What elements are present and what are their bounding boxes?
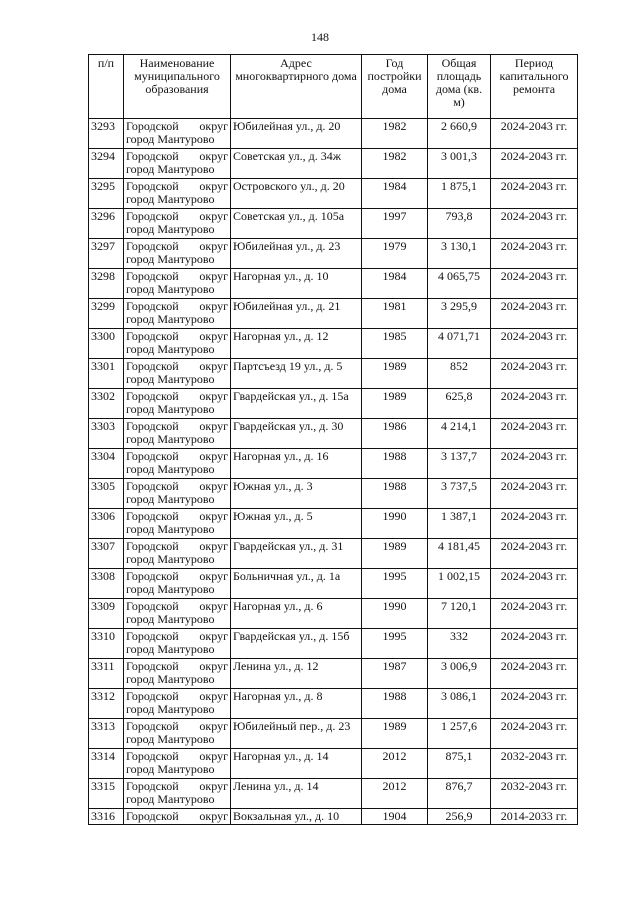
municipality-name: город Мантурово — [126, 492, 215, 506]
municipality-name: город Мантурово — [126, 582, 215, 596]
row-address: Южная ул., д. 3 — [231, 479, 362, 509]
row-year: 1984 — [362, 179, 428, 209]
row-area: 4 065,75 — [428, 269, 491, 299]
row-period: 2024-2043 гг. — [491, 479, 578, 509]
municipality-kind: округ — [199, 509, 228, 523]
municipality-kind: округ — [199, 629, 228, 643]
row-municipality — [124, 449, 231, 479]
table-row — [89, 809, 578, 825]
municipality-name: город Мантурово — [126, 132, 215, 146]
row-address: Вокзальная ул., д. 10 — [231, 809, 362, 825]
row-period: 2024-2043 гг. — [491, 569, 578, 599]
table-row — [89, 629, 578, 659]
municipality-type: Городской — [126, 329, 179, 343]
row-address: Гвардейская ул., д. 15б — [231, 629, 362, 659]
row-number: 3303 — [89, 419, 124, 449]
row-period: 2024-2043 гг. — [491, 329, 578, 359]
municipality-type: Городской — [126, 479, 179, 493]
municipality-name: город Мантурово — [126, 552, 215, 566]
row-number: 3307 — [89, 539, 124, 569]
table-row — [89, 269, 578, 299]
row-year: 1986 — [362, 419, 428, 449]
row-period: 2024-2043 гг. — [491, 359, 578, 389]
row-year: 1988 — [362, 479, 428, 509]
municipality-name: город Мантурово — [126, 522, 215, 536]
row-year: 1995 — [362, 629, 428, 659]
municipality-name: город Мантурово — [126, 342, 215, 356]
row-address: Юбилейная ул., д. 20 — [231, 119, 362, 149]
row-year: 1981 — [362, 299, 428, 329]
row-area: 625,8 — [428, 389, 491, 419]
row-municipality — [124, 179, 231, 209]
municipality-type: Городской — [126, 119, 179, 133]
table-row — [89, 209, 578, 239]
row-period: 2014-2033 гг. — [491, 809, 578, 825]
municipality-kind: округ — [199, 719, 228, 733]
row-area: 7 120,1 — [428, 599, 491, 629]
row-number: 3315 — [89, 779, 124, 809]
row-year: 1990 — [362, 599, 428, 629]
municipality-name: город Мантурово — [126, 282, 215, 296]
row-year: 1988 — [362, 689, 428, 719]
row-year: 1989 — [362, 389, 428, 419]
row-area: 852 — [428, 359, 491, 389]
row-number: 3316 — [89, 809, 124, 825]
row-address: Островского ул., д. 20 — [231, 179, 362, 209]
row-area: 2 660,9 — [428, 119, 491, 149]
row-address: Ленина ул., д. 12 — [231, 659, 362, 689]
row-period: 2024-2043 гг. — [491, 689, 578, 719]
row-address: Советская ул., д. 105а — [231, 209, 362, 239]
table-row — [89, 539, 578, 569]
row-address: Нагорная ул., д. 16 — [231, 449, 362, 479]
row-period: 2024-2043 гг. — [491, 449, 578, 479]
row-period: 2032-2043 гг. — [491, 779, 578, 809]
municipality-name: город Мантурово — [126, 372, 215, 386]
municipality-kind: округ — [199, 149, 228, 163]
header-municipality: Наименование муниципального образования — [124, 55, 231, 119]
municipality-type: Городской — [126, 719, 179, 733]
municipality-name: город Мантурово — [126, 732, 215, 746]
row-period: 2024-2043 гг. — [491, 599, 578, 629]
municipality-type: Городской — [126, 749, 179, 763]
municipality-kind: округ — [199, 359, 228, 373]
row-year: 1989 — [362, 719, 428, 749]
row-area: 3 001,3 — [428, 149, 491, 179]
row-number: 3299 — [89, 299, 124, 329]
table-row — [89, 509, 578, 539]
row-year: 1982 — [362, 119, 428, 149]
municipality-kind: округ — [199, 779, 228, 793]
row-area: 3 086,1 — [428, 689, 491, 719]
municipality-kind: округ — [199, 119, 228, 133]
row-area: 256,9 — [428, 809, 491, 825]
row-municipality — [124, 509, 231, 539]
row-number: 3304 — [89, 449, 124, 479]
row-year: 1989 — [362, 359, 428, 389]
municipality-kind: округ — [199, 419, 228, 433]
table-row — [89, 599, 578, 629]
row-municipality — [124, 359, 231, 389]
row-area: 1 875,1 — [428, 179, 491, 209]
row-period: 2024-2043 гг. — [491, 179, 578, 209]
row-number: 3294 — [89, 149, 124, 179]
row-year: 1984 — [362, 269, 428, 299]
row-year: 2012 — [362, 749, 428, 779]
municipality-type: Городской — [126, 149, 179, 163]
municipality-kind: округ — [199, 299, 228, 313]
row-number: 3298 — [89, 269, 124, 299]
table-row — [89, 119, 578, 149]
table-row — [89, 299, 578, 329]
municipality-name: город Мантурово — [126, 462, 215, 476]
header-row — [89, 55, 578, 119]
row-municipality — [124, 329, 231, 359]
row-municipality — [124, 209, 231, 239]
municipality-kind: округ — [199, 749, 228, 763]
table-row — [89, 359, 578, 389]
row-number: 3295 — [89, 179, 124, 209]
row-municipality — [124, 719, 231, 749]
row-year: 1904 — [362, 809, 428, 825]
municipality-name: город Мантурово — [126, 312, 215, 326]
row-period: 2024-2043 гг. — [491, 539, 578, 569]
table-row — [89, 779, 578, 809]
row-address: Нагорная ул., д. 12 — [231, 329, 362, 359]
row-address: Нагорная ул., д. 8 — [231, 689, 362, 719]
municipality-kind: округ — [199, 479, 228, 493]
row-area: 1 002,15 — [428, 569, 491, 599]
row-municipality — [124, 239, 231, 269]
row-period: 2032-2043 гг. — [491, 749, 578, 779]
row-period: 2024-2043 гг. — [491, 209, 578, 239]
municipality-kind: округ — [199, 329, 228, 343]
municipality-kind: округ — [199, 239, 228, 253]
row-period: 2024-2043 гг. — [491, 389, 578, 419]
row-municipality — [124, 659, 231, 689]
row-area: 3 006,9 — [428, 659, 491, 689]
municipality-type: Городской — [126, 449, 179, 463]
row-municipality — [124, 599, 231, 629]
municipality-kind: округ — [199, 569, 228, 583]
row-number: 3306 — [89, 509, 124, 539]
table-row — [89, 419, 578, 449]
row-municipality — [124, 779, 231, 809]
municipality-type: Городской — [126, 689, 179, 703]
municipality-type: Городской — [126, 569, 179, 583]
row-area: 3 130,1 — [428, 239, 491, 269]
municipality-type: Городской — [126, 239, 179, 253]
row-year: 1982 — [362, 149, 428, 179]
municipality-kind: округ — [199, 269, 228, 283]
municipality-type: Городской — [126, 599, 179, 613]
row-municipality — [124, 749, 231, 779]
row-period: 2024-2043 гг. — [491, 149, 578, 179]
row-number: 3309 — [89, 599, 124, 629]
table-row — [89, 719, 578, 749]
row-number: 3310 — [89, 629, 124, 659]
header-address: Адрес многоквартирного дома — [231, 55, 362, 119]
municipality-name: город Мантурово — [126, 192, 215, 206]
municipality-kind: округ — [199, 389, 228, 403]
row-period: 2024-2043 гг. — [491, 629, 578, 659]
table-row — [89, 389, 578, 419]
row-number: 3305 — [89, 479, 124, 509]
row-period: 2024-2043 гг. — [491, 659, 578, 689]
row-address: Гвардейская ул., д. 31 — [231, 539, 362, 569]
table-row — [89, 749, 578, 779]
municipality-type: Городской — [126, 659, 179, 673]
row-area: 876,7 — [428, 779, 491, 809]
row-number: 3308 — [89, 569, 124, 599]
row-area: 3 137,7 — [428, 449, 491, 479]
row-number: 3293 — [89, 119, 124, 149]
row-year: 1997 — [362, 209, 428, 239]
header-area: Общая площадь дома (кв. м) — [428, 55, 491, 119]
row-address: Южная ул., д. 5 — [231, 509, 362, 539]
municipality-kind: округ — [199, 659, 228, 673]
municipality-name: город Мантурово — [126, 162, 215, 176]
row-address: Больничная ул., д. 1а — [231, 569, 362, 599]
row-municipality — [124, 119, 231, 149]
row-number: 3297 — [89, 239, 124, 269]
municipality-kind: округ — [199, 689, 228, 703]
table-row — [89, 329, 578, 359]
header-num: п/п — [89, 55, 124, 119]
row-period: 2024-2043 гг. — [491, 509, 578, 539]
municipality-type: Городской — [126, 299, 179, 313]
row-number: 3313 — [89, 719, 124, 749]
row-area: 4 181,45 — [428, 539, 491, 569]
row-year: 1985 — [362, 329, 428, 359]
row-municipality — [124, 299, 231, 329]
row-address: Ленина ул., д. 14 — [231, 779, 362, 809]
municipality-kind: округ — [199, 179, 228, 193]
municipality-type: Городской — [126, 179, 179, 193]
header-year: Год постройки дома — [362, 55, 428, 119]
row-area: 793,8 — [428, 209, 491, 239]
page-number: 148 — [311, 30, 329, 44]
row-year: 1979 — [362, 239, 428, 269]
row-area: 1 387,1 — [428, 509, 491, 539]
table-row — [89, 239, 578, 269]
header-period: Период капитального ремонта — [491, 55, 578, 119]
municipality-type: Городской — [126, 359, 179, 373]
municipality-kind: округ — [199, 539, 228, 553]
row-address: Советская ул., д. 34ж — [231, 149, 362, 179]
row-address: Партсъезд 19 ул., д. 5 — [231, 359, 362, 389]
row-municipality — [124, 809, 231, 825]
municipality-name: город Мантурово — [126, 432, 215, 446]
row-address: Юбилейный пер., д. 23 — [231, 719, 362, 749]
municipality-name: город Мантурово — [126, 762, 215, 776]
row-number: 3296 — [89, 209, 124, 239]
row-municipality — [124, 389, 231, 419]
row-year: 1988 — [362, 449, 428, 479]
row-address: Нагорная ул., д. 6 — [231, 599, 362, 629]
row-period: 2024-2043 гг. — [491, 239, 578, 269]
table-row — [89, 689, 578, 719]
row-number: 3300 — [89, 329, 124, 359]
row-area: 4 071,71 — [428, 329, 491, 359]
row-municipality — [124, 149, 231, 179]
table-row — [89, 449, 578, 479]
municipality-name: город Мантурово — [126, 702, 215, 716]
row-year: 1990 — [362, 509, 428, 539]
row-municipality — [124, 419, 231, 449]
municipality-name: город Мантурово — [126, 642, 215, 656]
row-address: Нагорная ул., д. 10 — [231, 269, 362, 299]
row-area: 4 214,1 — [428, 419, 491, 449]
row-area: 3 295,9 — [428, 299, 491, 329]
municipality-kind: округ — [199, 209, 228, 223]
municipality-name: город Мантурово — [126, 792, 215, 806]
municipality-type: Городской — [126, 539, 179, 553]
housing-table — [88, 54, 578, 825]
municipality-name: город Мантурово — [126, 672, 215, 686]
row-address: Гвардейская ул., д. 30 — [231, 419, 362, 449]
municipality-type: Городской — [126, 269, 179, 283]
municipality-type: Городской — [126, 809, 179, 823]
row-number: 3311 — [89, 659, 124, 689]
row-period: 2024-2043 гг. — [491, 299, 578, 329]
municipality-type: Городской — [126, 389, 179, 403]
row-area: 332 — [428, 629, 491, 659]
municipality-kind: округ — [199, 599, 228, 613]
municipality-type: Городской — [126, 779, 179, 793]
row-address: Нагорная ул., д. 14 — [231, 749, 362, 779]
municipality-type: Городской — [126, 509, 179, 523]
row-number: 3314 — [89, 749, 124, 779]
table-row — [89, 659, 578, 689]
row-municipality — [124, 629, 231, 659]
row-address: Юбилейная ул., д. 21 — [231, 299, 362, 329]
row-municipality — [124, 269, 231, 299]
row-year: 1989 — [362, 539, 428, 569]
municipality-kind: округ — [199, 449, 228, 463]
row-municipality — [124, 479, 231, 509]
row-number: 3301 — [89, 359, 124, 389]
row-period: 2024-2043 гг. — [491, 119, 578, 149]
row-area: 875,1 — [428, 749, 491, 779]
row-year: 1995 — [362, 569, 428, 599]
municipality-name: город Мантурово — [126, 222, 215, 236]
row-number: 3312 — [89, 689, 124, 719]
row-municipality — [124, 569, 231, 599]
table-row — [89, 149, 578, 179]
row-area: 1 257,6 — [428, 719, 491, 749]
row-year: 1987 — [362, 659, 428, 689]
row-address: Юбилейная ул., д. 23 — [231, 239, 362, 269]
row-municipality — [124, 689, 231, 719]
row-area: 3 737,5 — [428, 479, 491, 509]
row-period: 2024-2043 гг. — [491, 719, 578, 749]
row-year: 2012 — [362, 779, 428, 809]
municipality-name: город Мантурово — [126, 612, 215, 626]
row-period: 2024-2043 гг. — [491, 269, 578, 299]
table-row — [89, 179, 578, 209]
row-municipality — [124, 539, 231, 569]
municipality-kind: округ — [199, 809, 228, 823]
municipality-type: Городской — [126, 419, 179, 433]
row-period: 2024-2043 гг. — [491, 419, 578, 449]
municipality-name: город Мантурово — [126, 252, 215, 266]
row-number: 3302 — [89, 389, 124, 419]
municipality-name: город Мантурово — [126, 402, 215, 416]
municipality-type: Городской — [126, 629, 179, 643]
row-address: Гвардейская ул., д. 15а — [231, 389, 362, 419]
table-row — [89, 479, 578, 509]
municipality-type: Городской — [126, 209, 179, 223]
table-row — [89, 569, 578, 599]
